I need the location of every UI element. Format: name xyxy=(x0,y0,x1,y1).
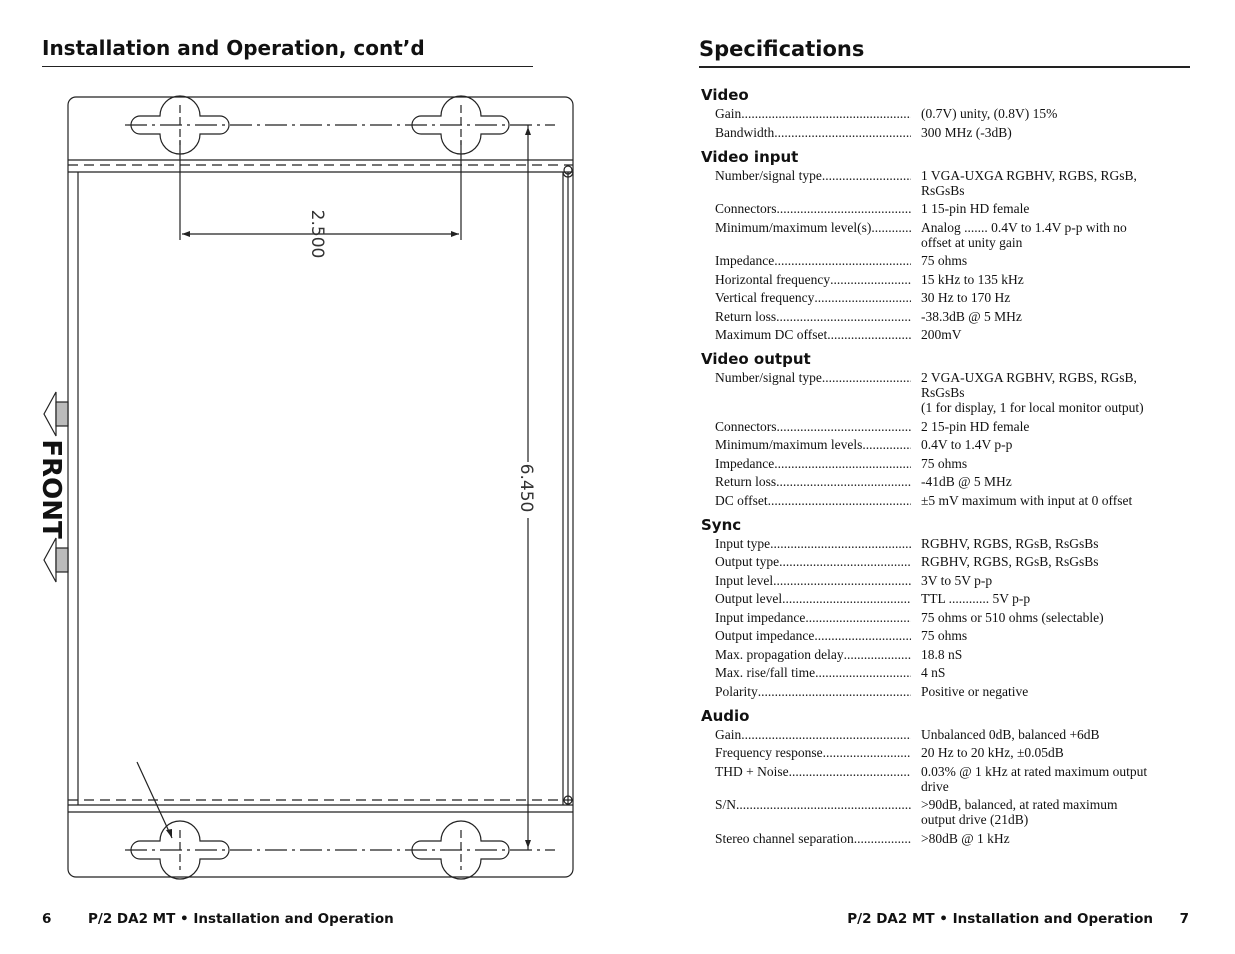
spec-section-title: Video output xyxy=(701,350,811,368)
spec-section-title: Audio xyxy=(701,706,750,725)
front-label: FRONT xyxy=(36,439,66,539)
spec-value: 1 VGA-UXGA RGBHV, RGBS, RGsB, RsGsBs xyxy=(921,167,1137,198)
dot-leader xyxy=(776,309,911,324)
spec-value: 1 15-pin HD female xyxy=(921,201,1030,216)
spec-label: Input level xyxy=(715,572,774,588)
spec-row xyxy=(701,474,1201,489)
spec-value: 3V to 5V p-p xyxy=(921,572,993,588)
spec-section xyxy=(701,84,1201,140)
dot-leader xyxy=(741,727,911,742)
spec-label: Output impedance xyxy=(715,628,815,643)
spec-value: Positive or negative xyxy=(921,683,1029,699)
dot-leader xyxy=(815,665,911,680)
spec-row xyxy=(701,745,1201,760)
spec-row xyxy=(701,309,1201,324)
dot-leader xyxy=(814,290,911,305)
dot-leader xyxy=(779,554,911,569)
dot-leader xyxy=(822,370,911,415)
dot-leader xyxy=(774,456,911,471)
left-title-rule xyxy=(42,66,533,67)
spec-label: Output level xyxy=(715,591,783,606)
spec-value: TTL ............ 5V p-p xyxy=(921,591,1031,606)
spec-value: 15 kHz to 135 kHz xyxy=(921,271,1024,287)
spec-value: RGBHV, RGBS, RGsB, RsGsBs xyxy=(921,554,1099,569)
spec-value: 75 ohms xyxy=(921,455,968,471)
spec-label: Connectors xyxy=(715,201,777,216)
dot-leader xyxy=(774,253,911,268)
spec-label: Impedance xyxy=(715,253,775,268)
spec-value: (0.7V) unity, (0.8V) 15% xyxy=(921,106,1058,121)
spec-row xyxy=(701,591,1201,606)
spec-value: Analog ....... 0.4V to 1.4V p-p with no offset at unity gain xyxy=(921,219,1127,250)
spec-section xyxy=(701,705,1201,846)
spec-value: 0.4V to 1.4V p-p xyxy=(921,437,1013,452)
spec-value: 4 nS xyxy=(921,665,946,680)
spec-row xyxy=(701,764,1201,794)
spec-label: Number/signal type xyxy=(715,370,822,385)
spec-row xyxy=(701,253,1201,268)
dot-leader xyxy=(862,437,911,452)
spec-row xyxy=(701,536,1201,551)
spec-value: 200mV xyxy=(921,327,962,342)
spec-label: Return loss xyxy=(715,474,777,489)
spec-row xyxy=(701,610,1201,625)
spec-value: 300 MHz (-3dB) xyxy=(921,124,1012,140)
spec-row xyxy=(701,684,1201,699)
dot-leader xyxy=(777,419,912,434)
spec-value: 75 ohms xyxy=(921,253,968,268)
spec-row xyxy=(701,831,1201,846)
spec-section-title: Video xyxy=(701,86,749,104)
dot-leader xyxy=(789,764,911,794)
dot-leader xyxy=(736,797,911,827)
spec-row xyxy=(701,125,1201,140)
spec-value: 2 15-pin HD female xyxy=(921,418,1030,434)
spec-value: >80dB @ 1 kHz xyxy=(921,830,1010,846)
right-page-title: Specifications xyxy=(699,37,865,61)
spec-label: Minimum/maximum levels xyxy=(715,437,863,452)
spec-label: Number/signal type xyxy=(715,167,822,183)
dot-leader xyxy=(830,272,911,287)
footer-left-text: P/2 DA2 MT • Installation and Operation xyxy=(88,911,394,927)
page-number-left: 6 xyxy=(42,911,52,927)
spec-label: Maximum DC offset xyxy=(715,327,828,342)
spec-value: Unbalanced 0dB, balanced +6dB xyxy=(921,726,1100,742)
dot-leader xyxy=(741,106,911,121)
spec-label: Input type xyxy=(715,535,771,551)
spec-row xyxy=(701,628,1201,643)
spec-label: Input impedance xyxy=(715,609,806,625)
spec-label: Gain xyxy=(715,726,742,742)
spec-row xyxy=(701,665,1201,680)
front-arrow-top xyxy=(44,392,68,436)
spec-value: 18.8 nS xyxy=(921,646,963,662)
mounting-drawing xyxy=(30,90,590,890)
spec-value: RGBHV, RGBS, RGsB, RsGsBs xyxy=(921,535,1099,551)
spec-label: Stereo channel separation xyxy=(715,830,854,846)
dot-leader xyxy=(822,168,911,198)
spec-row xyxy=(701,797,1201,827)
spec-value: 75 ohms or 510 ohms (selectable) xyxy=(921,609,1104,625)
dot-leader xyxy=(777,201,912,216)
spec-label: Return loss xyxy=(715,308,777,324)
dimension-horizontal-label: 2.500 xyxy=(307,209,327,259)
page-number-right: 7 xyxy=(1179,911,1189,927)
spec-label: S/N xyxy=(715,797,737,812)
spec-row xyxy=(701,647,1201,662)
spec-row xyxy=(701,168,1201,198)
dot-leader xyxy=(814,628,911,643)
spec-label: Minimum/maximum level(s) xyxy=(715,219,872,235)
spec-label: Max. propagation delay xyxy=(715,646,844,662)
dot-leader xyxy=(770,536,911,551)
spec-label: Connectors xyxy=(715,418,777,434)
spec-row xyxy=(701,419,1201,434)
dot-leader xyxy=(768,493,911,508)
dot-leader xyxy=(782,591,911,606)
spec-row xyxy=(701,327,1201,342)
spec-label: Gain xyxy=(715,106,742,121)
spec-label: Polarity xyxy=(715,683,758,699)
spec-value: 30 Hz to 170 Hz xyxy=(921,290,1011,305)
dot-leader xyxy=(776,474,911,489)
spec-row xyxy=(701,727,1201,742)
spec-value: 0.03% @ 1 kHz at rated maximum output drive xyxy=(921,763,1148,794)
spec-section xyxy=(701,514,1201,699)
spec-label: Frequency response xyxy=(715,745,823,760)
spec-label: Max. rise/fall time xyxy=(715,665,816,680)
dot-leader xyxy=(844,647,911,662)
dot-leader xyxy=(827,327,911,342)
spec-row xyxy=(701,370,1201,415)
spec-label: Horizontal frequency xyxy=(715,271,831,287)
dot-leader xyxy=(871,220,911,250)
spec-row xyxy=(701,493,1201,508)
spec-row xyxy=(701,220,1201,250)
dot-leader xyxy=(774,125,911,140)
spec-row xyxy=(701,456,1201,471)
spec-label: Bandwidth xyxy=(715,124,775,140)
spec-value: 2 VGA-UXGA RGBHV, RGBS, RGsB, RsGsBs (1 for display, 1 for local monitor output) xyxy=(921,370,1144,415)
spec-section-title: Sync xyxy=(701,515,742,534)
spec-section-title: Video input xyxy=(701,147,799,166)
dot-leader xyxy=(854,831,911,846)
spec-row xyxy=(701,554,1201,569)
spec-section xyxy=(701,348,1201,508)
front-arrow-bottom xyxy=(44,538,68,582)
spec-label: Impedance xyxy=(715,455,775,471)
spec-label: THD + Noise xyxy=(715,763,789,779)
dimension-vertical-label: 6.450 xyxy=(516,463,536,513)
spec-value: 20 Hz to 20 kHz, ±0.05dB xyxy=(921,745,1064,760)
spec-value: -41dB @ 5 MHz xyxy=(921,474,1012,489)
spec-label: DC offset xyxy=(715,492,768,508)
specifications-list xyxy=(701,84,1201,849)
dot-leader xyxy=(805,610,911,625)
spec-value: >90dB, balanced, at rated maximum output drive (21dB) xyxy=(921,797,1118,827)
spec-section xyxy=(701,146,1201,343)
spec-value: ±5 mV maximum with input at 0 offset xyxy=(921,492,1133,508)
spec-value: 75 ohms xyxy=(921,628,968,643)
dot-leader xyxy=(773,573,911,588)
spec-label: Output type xyxy=(715,554,780,569)
spec-row xyxy=(701,437,1201,452)
spec-row xyxy=(701,573,1201,588)
footer-left xyxy=(42,911,394,927)
dot-leader xyxy=(758,684,911,699)
spec-row xyxy=(701,106,1201,121)
dot-leader xyxy=(823,745,911,760)
spec-label: Vertical frequency xyxy=(715,290,815,305)
footer-right xyxy=(847,911,1189,927)
left-page-title: Installation and Operation, cont’d xyxy=(42,36,425,60)
right-title-rule xyxy=(699,66,1190,68)
footer-right-text: P/2 DA2 MT • Installation and Operation xyxy=(847,911,1153,927)
spec-row xyxy=(701,201,1201,216)
spec-row xyxy=(701,272,1201,287)
spec-row xyxy=(701,290,1201,305)
spec-value: -38.3dB @ 5 MHz xyxy=(921,308,1022,324)
